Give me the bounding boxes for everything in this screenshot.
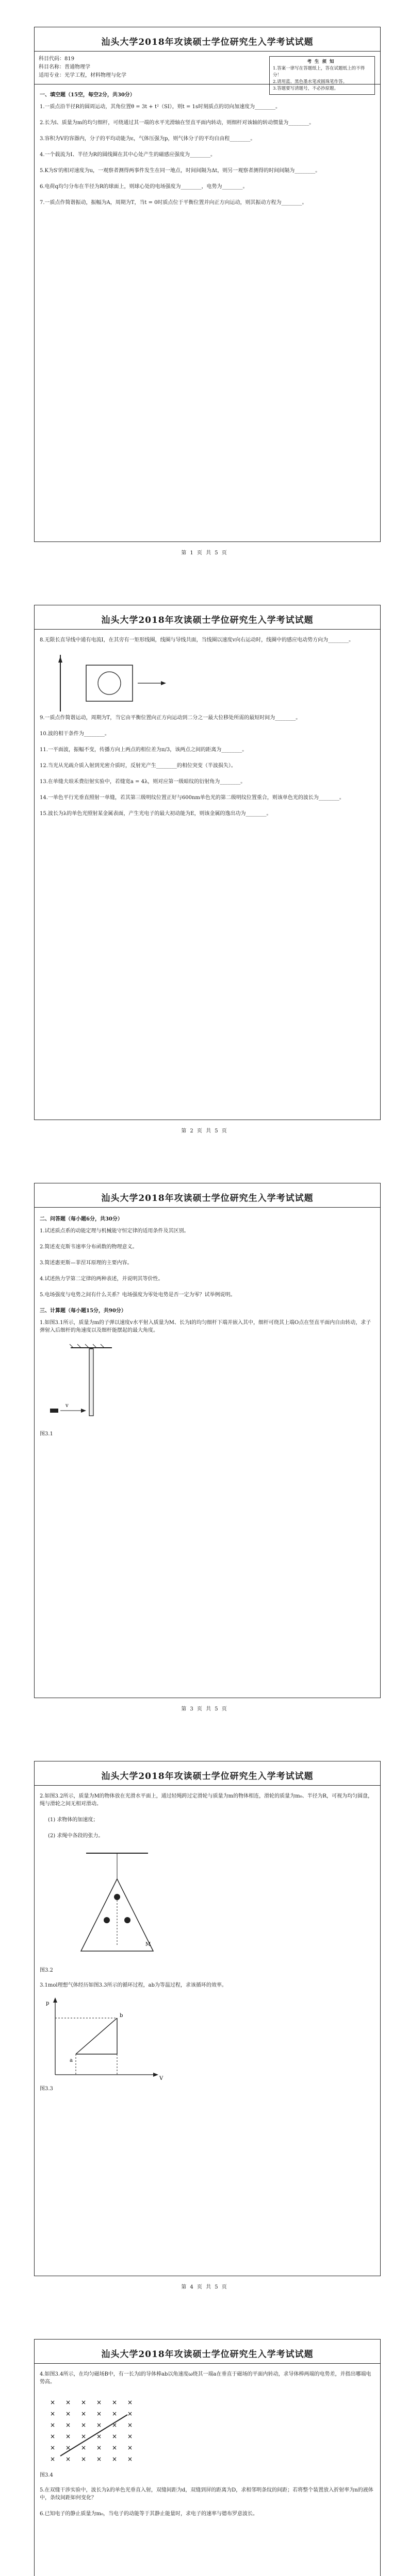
exam-page-1	[0, 0, 409, 578]
field-cross-mark: ×	[127, 2433, 133, 2440]
question: 7.一质点作简谐振动，振幅为A，周期为T，当t = 0时质点位于平衡位置并向正方向运动，则其振动方程为________。	[40, 200, 307, 206]
field-cross-mark: ×	[96, 2433, 102, 2440]
field-cross-mark: ×	[127, 2421, 133, 2429]
sub-question: (2) 求绳中各段的张力。	[48, 1833, 104, 1839]
question: 3.容积为V的容器内，分子的平均动能为ε，气体压强为p，则气体分子的平均自由程________。	[40, 136, 256, 142]
title-divider	[35, 1785, 380, 1786]
page-frame	[34, 1761, 381, 2276]
point-label-b: b	[120, 2013, 123, 2019]
question: 9.一质点作简谐运动，周期为T，当它由平衡位置向正方向运动到二分之一最大位移处所需的最短时间为________。	[40, 715, 301, 721]
page-content	[40, 90, 375, 215]
applicable-major: 适用专业：光学工程，材料物理与化学	[39, 73, 126, 78]
exam-header-info	[39, 55, 126, 80]
question: 14.一单色平行光垂直照射一单缝，若其第三级明纹位置正好与600nm单色光的第二级明纹位置重合，则该单色光的波长为________。	[40, 795, 345, 801]
title-divider	[35, 2363, 380, 2364]
page-content	[40, 1214, 375, 1438]
question: 4.如图3.4所示，在均匀磁场B中，有一长为l的导体棒ab以角速度ω绕其一端a在垂直于磁场的平面内转动，求导体棒两端的电势差，并指出哪端电势高。	[40, 2371, 371, 2385]
field-cross-mark: ×	[81, 2399, 87, 2406]
field-cross-mark: ×	[112, 2444, 118, 2451]
figure-3-1	[40, 1343, 375, 1430]
field-cross-mark: ×	[127, 2410, 133, 2417]
question: 1.如图3.1所示，质量为m的子弹以速度v水平射入质量为M、长为l的均匀细杆下端并嵌入其中，细杆可绕其上端O点在竖直平面内自由转动，求子弹射入后细杆的角速度以及细杆能摆起的最大角度。	[40, 1320, 371, 1333]
field-cross-mark: ×	[112, 2455, 118, 2463]
field-cross-mark: ×	[112, 2399, 118, 2406]
field-cross-mark: ×	[66, 2399, 71, 2406]
page-footer: 第 3 页 共 5 页	[181, 1706, 228, 1712]
field-cross-mark: ×	[112, 2433, 118, 2440]
page-content	[40, 636, 375, 826]
field-cross-mark: ×	[112, 2421, 118, 2429]
field-cross-mark: ×	[96, 2455, 102, 2463]
notice-line: 2.请用蓝、黑色墨水笔或圆珠笔作答。	[273, 79, 348, 84]
question: 5.K为S'的相对速度为u，一观察者测得两事件发生在同一地点，时间间隔为Δt，则另一观察者测得的时间间隔为________。	[40, 168, 321, 174]
question: 6.已知电子的静止质量为m₀，当电子的动能等于其静止能量时，求电子的速率与德布罗意波长。	[40, 2511, 258, 2517]
question: 4.一个载流为I、半径为R的圆线圈在其中心处产生的磁感应强度为________。	[40, 152, 216, 158]
sub-question: (1) 求物体的加速度；	[48, 1817, 99, 1823]
question: 8.无限长直导线中通有电流I，在其旁有一矩形线圈，线圈与导线共面，当线圈以速度v向右运动时，线圈中的感应电动势方向为________。	[40, 637, 354, 643]
page-footer: 第 2 页 共 5 页	[181, 1128, 228, 1134]
field-cross-mark: ×	[96, 2444, 102, 2451]
page-frame	[34, 27, 381, 542]
figure-caption: 图3.4	[40, 2472, 53, 2478]
question: 5.电场强度与电势之间有什么关系？电场强度为零处电势是否一定为零？试举例说明。	[40, 1292, 236, 1298]
page-footer: 第 4 页 共 5 页	[181, 2284, 228, 2290]
figure-wire-and-loop	[40, 652, 375, 714]
field-cross-mark: ×	[66, 2455, 71, 2463]
notice-line: 3.答题要写清题号，不必抄原题。	[273, 86, 339, 91]
mass-label: M	[145, 1942, 151, 1947]
field-cross-mark: ×	[66, 2421, 71, 2429]
figure-caption: 图3.1	[40, 1431, 53, 1437]
question: 2.如图3.2所示，质量为M的物体放在光滑水平面上，通过轻绳跨过定滑轮与质量为m的物体相连，滑轮的质量为m₀、半径为R，可视为均匀圆盘，绳与滑轮之间无相对滑动。	[40, 1793, 373, 1807]
exam-title: 汕头大学2018年攻读硕士学位研究生入学考试试题	[101, 2349, 314, 2360]
field-cross-mark: ×	[81, 2444, 87, 2451]
question: 11.一平面波，振幅不变，传播方向上两点的相位差为π/3，该两点之间的距离为________。	[40, 747, 248, 753]
candidate-notice	[269, 56, 375, 95]
page-content	[40, 1792, 375, 2093]
axis-label-v: V	[159, 2076, 163, 2081]
field-cross-mark: ×	[127, 2444, 133, 2451]
field-cross-mark: ×	[96, 2421, 102, 2429]
axis-label-p: p	[46, 2001, 50, 2006]
question: 12.当光从光疏介质入射到光密介质时，反射光产生________的相位突变（半波损失）。	[40, 763, 236, 769]
page-content	[40, 2370, 375, 2526]
exam-page-5	[0, 2312, 409, 2576]
field-cross-mark: ×	[127, 2455, 133, 2463]
page-frame	[34, 1183, 381, 1698]
question: 1.试述质点系的动能定理与机械能守恒定律的适用条件及其区别。	[40, 1228, 189, 1234]
figure-caption: 图3.3	[40, 2086, 53, 2092]
field-cross-mark: ×	[96, 2399, 102, 2406]
question: 3.1mol理想气体经历如图3.3所示的循环过程，ab为等温过程，求该循环的效率。	[40, 1982, 227, 1988]
exam-page-3	[0, 1156, 409, 1734]
figure-caption: 图3.2	[40, 1968, 53, 1973]
field-cross-mark: ×	[112, 2410, 118, 2417]
question: 2.简述麦克斯韦速率分布函数的物理意义。	[40, 1244, 138, 1250]
exam-page-4	[0, 1734, 409, 2312]
field-cross-mark: ×	[66, 2433, 71, 2440]
question: 10.波的相干条件为________。	[40, 731, 110, 737]
field-cross-mark: ×	[50, 2433, 56, 2440]
section-heading: 三、计算题（每小题15分，共90分）	[40, 1308, 126, 1314]
question: 4.试述热力学第二定律的两种表述，并说明其等价性。	[40, 1276, 163, 1282]
exam-page-2	[0, 578, 409, 1156]
question: 13.在单缝夫琅禾费衍射实验中，若缝宽a = 4λ，则对应第一级暗纹的衍射角为________。	[40, 779, 246, 785]
subject-code: 科目代码：819	[39, 56, 75, 62]
question: 15.波长为λ的单色光照射某金属表面，产生光电子的最大初动能为E，则该金属的逸出功为________。	[40, 811, 272, 817]
title-divider	[35, 51, 380, 52]
field-cross-mark: ×	[66, 2444, 71, 2451]
page-frame	[34, 605, 381, 1120]
field-cross-mark: ×	[81, 2410, 87, 2417]
question: 6.电荷q均匀分布在半径为R的球面上，则球心处的电场强度为________，电势为________。	[40, 184, 248, 190]
point-label-a: a	[70, 2058, 73, 2063]
question: 1.一质点沿半径R的圆周运动，其角位置θ = 3t + t²（SI），则t = 1s时刻质点的切向加速度为________。	[40, 104, 281, 110]
question: 3.简述惠更斯—菲涅耳原理的主要内容。	[40, 1260, 133, 1266]
section-heading: 二、问答题（每小题6分，共30分）	[40, 1216, 123, 1222]
title-divider	[35, 1207, 380, 1208]
question: 5.在双缝干涉实验中，波长为λ的单色光垂直入射，双缝间距为d，双缝到屏的距离为D，求相邻明条纹的间距；若将整个装置放入折射率为n的液体中，条纹间距如何变化？	[40, 2487, 373, 2501]
field-cross-mark: ×	[66, 2410, 71, 2417]
page-frame	[34, 2339, 381, 2576]
exam-title: 汕头大学2018年攻读硕士学位研究生入学考试试题	[101, 37, 314, 47]
notice-title: 考生须知	[307, 59, 337, 64]
field-cross-mark: ×	[96, 2410, 102, 2417]
section-heading: 一、填空题（15空，每空2分，共30分）	[40, 92, 135, 98]
field-cross-mark: ×	[81, 2421, 87, 2429]
velocity-label: v	[66, 1403, 69, 1409]
page-footer: 第 1 页 共 5 页	[181, 550, 228, 556]
notice-line: 1.答案一律写在答题纸上，答在试题纸上的不得分！	[273, 66, 365, 78]
figure-3-2	[40, 1848, 375, 1967]
field-cross-mark: ×	[50, 2421, 56, 2429]
title-divider	[35, 629, 380, 630]
figure-3-4	[40, 2394, 375, 2471]
figure-3-3	[40, 1997, 375, 2085]
question: 2.长为l、质量为m的均匀细杆，可绕通过其一端的水平光滑轴在竖直平面内转动，则细杆对该轴的转动惯量为________。	[40, 120, 315, 126]
field-cross-mark: ×	[81, 2433, 87, 2440]
field-cross-mark: ×	[50, 2444, 56, 2451]
exam-title: 汕头大学2018年攻读硕士学位研究生入学考试试题	[101, 1193, 314, 1204]
field-cross-mark: ×	[50, 2455, 56, 2463]
exam-title: 汕头大学2018年攻读硕士学位研究生入学考试试题	[101, 1771, 314, 1782]
exam-title: 汕头大学2018年攻读硕士学位研究生入学考试试题	[101, 615, 314, 625]
field-cross-mark: ×	[81, 2455, 87, 2463]
field-cross-mark: ×	[50, 2399, 56, 2406]
field-cross-mark: ×	[50, 2410, 56, 2417]
subject-name: 科目名称：普通物理学	[39, 64, 90, 70]
field-cross-mark: ×	[127, 2399, 133, 2406]
